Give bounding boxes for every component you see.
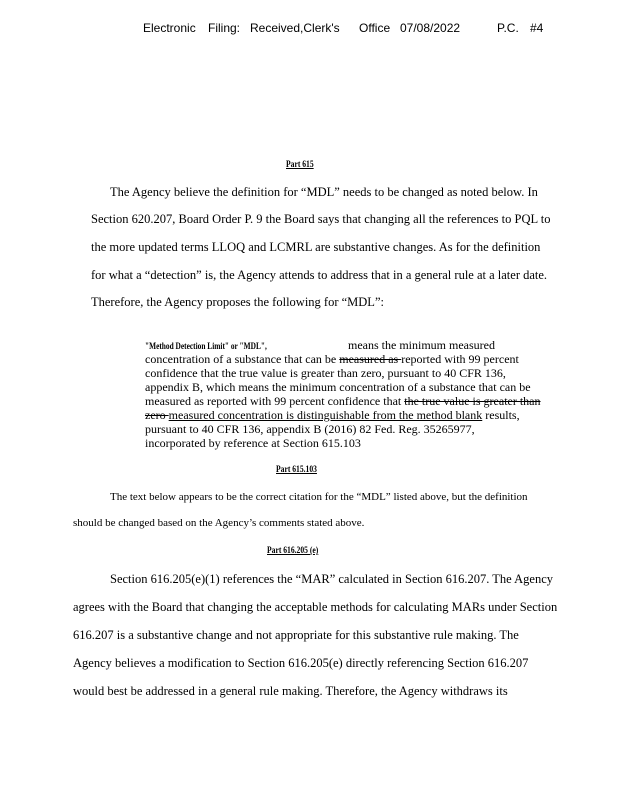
definition-line: incorporated by reference at Section 615.103 bbox=[145, 436, 361, 450]
paragraph-line: would best be addressed in a general rule making. Therefore, the Agency withdraws its bbox=[73, 684, 508, 698]
section-heading-part-616-205: Part 616.205 (e) bbox=[267, 546, 319, 556]
paragraph-line: The Agency believe the definition for “MDL” needs to be changed as noted below. In bbox=[110, 185, 538, 199]
header-electronic: Electronic bbox=[143, 21, 196, 35]
definition-line bbox=[145, 408, 520, 423]
header-office: Office bbox=[359, 21, 391, 35]
header-filing: Filing: bbox=[208, 21, 241, 35]
header-received: Received,Clerk's bbox=[250, 21, 340, 35]
definition-term: "Method Detection Limit" or "MDL", bbox=[145, 341, 267, 351]
paragraph-line: the more updated terms LLOQ and LCMRL are substantive changes. As for the definition bbox=[91, 240, 541, 254]
definition-text: measured as reported with 99 percent confidence that bbox=[145, 394, 405, 408]
definition-line: appendix B, which means the minimum concentration of a substance that can be bbox=[145, 380, 531, 394]
definition-text: results, bbox=[482, 408, 520, 422]
header-pc-number: #4 bbox=[530, 21, 544, 35]
definition-text: reported with 99 percent bbox=[401, 352, 519, 366]
paragraph-line: The text below appears to be the correct citation for the “MDL” listed above, but the definition bbox=[110, 491, 528, 503]
paragraph-line: 616.207 is a substantive change and not appropriate for this substantive rule making. The bbox=[73, 628, 519, 642]
paragraph-line: agrees with the Board that changing the acceptable methods for calculating MARs under Section bbox=[73, 600, 558, 614]
definition-line bbox=[145, 338, 294, 353]
paragraph-line: Therefore, the Agency proposes the following for “MDL”: bbox=[91, 295, 384, 309]
definition-line: pursuant to 40 CFR 136, appendix B (2016) 82 Fed. Reg. 35265977, bbox=[145, 422, 475, 436]
paragraph-line: Section 620.207, Board Order P. 9 the Board says that changing all the references to PQL to bbox=[91, 212, 551, 226]
struck-text: measured as bbox=[339, 352, 402, 366]
definition-line bbox=[145, 394, 541, 409]
section-heading-part-615-103: Part 615.103 bbox=[276, 465, 317, 475]
struck-text: the true value is greater than bbox=[404, 394, 541, 408]
definition-line bbox=[145, 352, 519, 367]
header-pc: P.C. bbox=[497, 21, 519, 35]
paragraph-line: for what a “detection” is, the Agency attends to address that in a general rule at a later date. bbox=[91, 268, 548, 282]
definition-line: confidence that the true value is greater than zero, pursuant to 40 CFR 136, bbox=[145, 366, 506, 380]
underlined-text: measured concentration is distinguishable from the method blank bbox=[168, 408, 483, 422]
header-date: 07/08/2022 bbox=[400, 21, 461, 35]
paragraph-line: Section 616.205(e)(1) references the “MAR” calculated in Section 616.207. The Agency bbox=[110, 572, 554, 586]
definition-line: means the minimum measured bbox=[348, 338, 495, 352]
paragraph-line: Agency believes a modification to Section 616.205(e) directly referencing Section 616.207 bbox=[73, 656, 529, 670]
definition-text: concentration of a substance that can be bbox=[145, 352, 340, 366]
paragraph-line: should be changed based on the Agency’s comments stated above. bbox=[73, 517, 365, 529]
struck-text: zero bbox=[145, 408, 169, 422]
section-heading-part-615: Part 615 bbox=[286, 160, 314, 170]
